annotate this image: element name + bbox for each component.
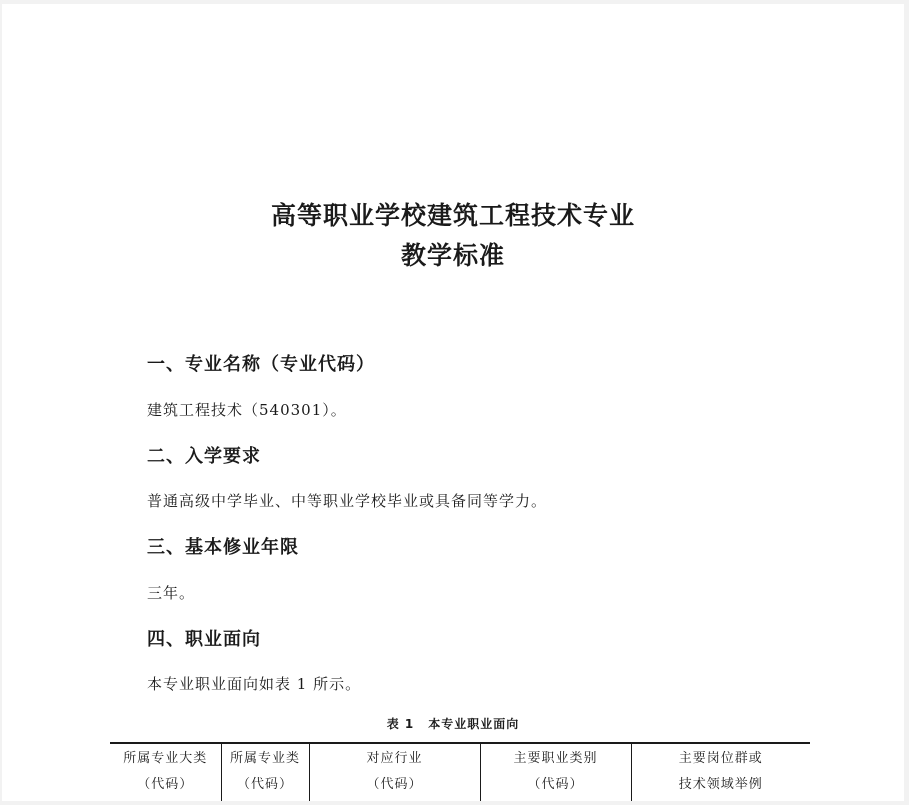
section-heading-major-name: 一、专业名称（专业代码） <box>147 354 375 375</box>
table-header-cell <box>309 743 480 801</box>
table-header-line-1: 对应行业 <box>366 751 423 766</box>
document-title-line-2: 教学标准 <box>400 241 505 270</box>
table-header-line-1: 主要岗位群或 <box>678 751 763 766</box>
table-header-cell <box>631 743 810 801</box>
table-header-line-2: （代码） <box>137 777 194 792</box>
section-body-admission: 普通高级中学毕业、中等职业学校毕业或具备同等学力。 <box>147 492 548 510</box>
table-caption <box>2 715 904 732</box>
table-caption-number: 表 1 <box>386 717 415 731</box>
table-header-line-2: （代码） <box>527 777 584 792</box>
section-heading-admission: 二、入学要求 <box>147 446 261 467</box>
section-body-duration: 三年。 <box>147 584 196 602</box>
table-header-line-1: 所属专业大类 <box>123 751 208 766</box>
table-header-cell <box>110 743 221 801</box>
section-body-career: 本专业职业面向如表 1 所示。 <box>147 675 362 693</box>
table-header-cell <box>221 743 309 801</box>
career-orientation-table <box>110 742 810 801</box>
table-header-row <box>110 743 810 801</box>
table-header-cell <box>480 743 631 801</box>
table-header-line-2: 技术领域举例 <box>678 777 763 792</box>
table-header-line-1: 所属专业类 <box>229 751 300 766</box>
section-heading-career: 四、职业面向 <box>147 629 261 650</box>
section-body-major-name: 建筑工程技术（540301）。 <box>147 401 347 419</box>
table-header-line-2: （代码） <box>236 777 293 792</box>
document-page <box>2 4 904 801</box>
document-title-line-1: 高等职业学校建筑工程技术专业 <box>270 201 635 230</box>
table-header-line-1: 主要职业类别 <box>513 751 598 766</box>
section-heading-duration: 三、基本修业年限 <box>147 537 299 558</box>
table-caption-title: 本专业职业面向 <box>428 717 520 731</box>
table-header-line-2: （代码） <box>366 777 423 792</box>
